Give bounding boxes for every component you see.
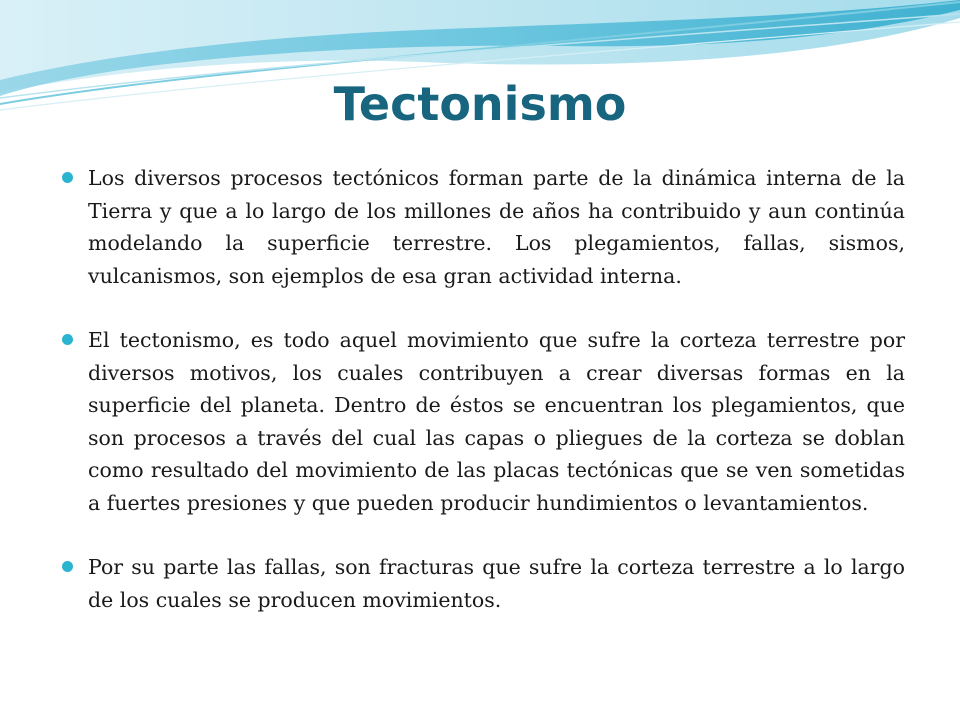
bullet-text: Los diversos procesos tectónicos forman parte de la dinámica interna de la Tierra y que a lo largo de los millones de años ha contribuido y aun continúa modelando la superficie terrestre. Los plegamientos, fallas, sismos, vulcanismos, son ejemplos de esa gran actividad interna. (88, 166, 905, 288)
bullet-dot-icon (62, 561, 73, 572)
bullet-list (62, 162, 905, 616)
bullet-item (62, 551, 905, 616)
bullet-dot-icon (62, 334, 73, 345)
bullet-item (62, 162, 905, 292)
bullet-dot-icon (62, 172, 73, 183)
bullet-text: Por su parte las fallas, son fracturas que sufre la corteza terrestre a lo largo de los cuales se producen movimientos. (88, 555, 905, 612)
bullet-text: El tectonismo, es todo aquel movimiento que sufre la corteza terrestre por diversos motivos, los cuales contribuyen a crear diversas formas en la superficie del planeta. Dentro de éstos se encuentran los plegamientos, que son procesos a través del cual las capas o pliegues de la corteza se doblan como resultado del movimiento de las placas tectónicas que se ven sometidas a fuertes presiones y que pueden producir hundimientos o levantamientos. (88, 328, 905, 515)
bullet-item (62, 324, 905, 519)
slide-title: Tectonismo (333, 77, 627, 131)
